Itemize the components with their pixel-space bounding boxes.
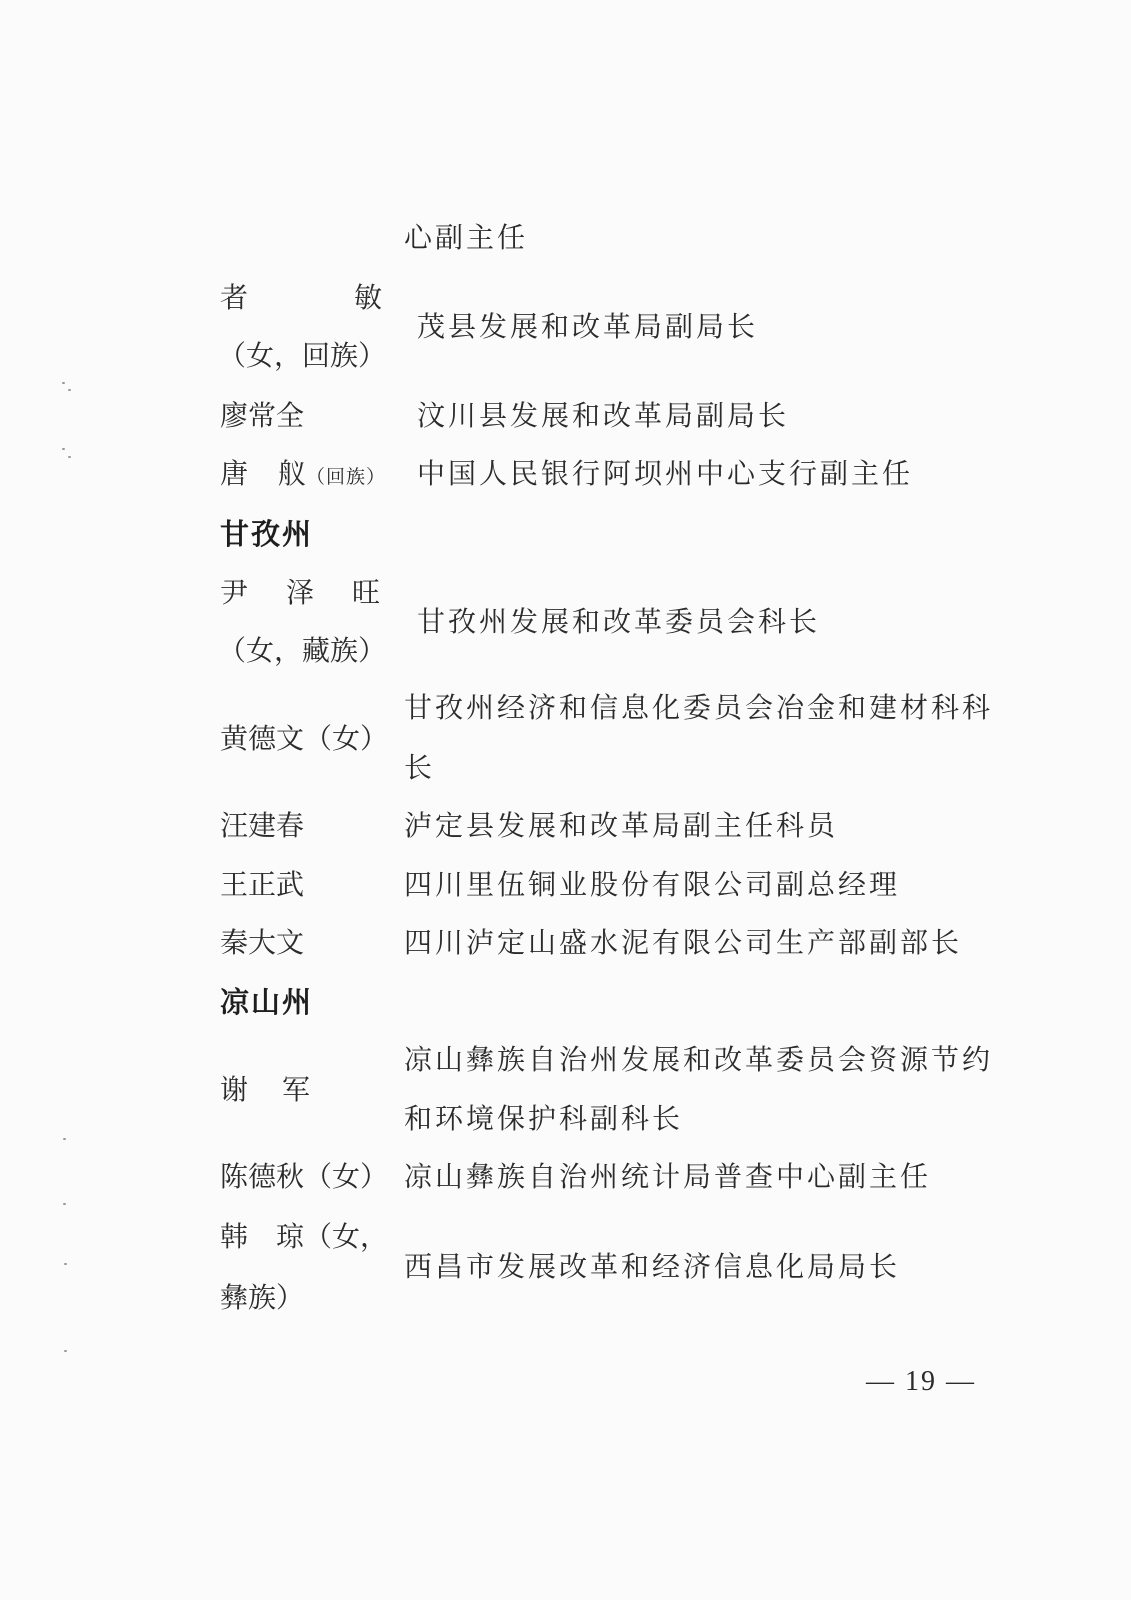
person-title: 四川泸定山盛水泥有限公司生产部副部长 [404, 926, 963, 959]
person-note: （女，藏族） [218, 634, 387, 667]
person-name: 谢 军 [220, 1073, 311, 1106]
person-name: 汪建春 [220, 809, 305, 842]
person-name: 黄德文（女） [220, 722, 389, 755]
person-name: 秦大文 [220, 926, 305, 959]
person-title: 四川里伍铜业股份有限公司副总经理 [404, 868, 901, 901]
person-note: （回族） [306, 466, 387, 488]
person-title: 甘孜州发展和改革委员会科长 [417, 605, 821, 638]
scan-speck [62, 382, 65, 384]
person-name: 王正武 [220, 868, 305, 901]
person-title-line: 和环境保护科副科长 [404, 1102, 684, 1135]
region-heading: 凉山州 [220, 985, 314, 1019]
continuation-text: 心副主任 [404, 221, 529, 254]
person-name: 者 敏 [220, 281, 382, 314]
person-title: 西昌市发展改革和经济信息化局局长 [404, 1250, 901, 1283]
person-name-line: 韩 琼（女， [220, 1220, 389, 1253]
scan-speck [68, 389, 71, 391]
scan-speck [63, 1138, 66, 1140]
person-name: 陈德秋（女） [220, 1160, 389, 1193]
person-name-line: 彝族） [220, 1281, 305, 1314]
page-number: — 19 — [866, 1366, 976, 1397]
person-title: 汶川县发展和改革局副局长 [417, 399, 790, 432]
person-title-line: 凉山彝族自治州发展和改革委员会资源节约 [404, 1043, 994, 1076]
scan-speck [68, 456, 71, 458]
person-title-line: 长 [404, 751, 436, 784]
person-title: 中国人民银行阿坝州中心支行副主任 [417, 457, 914, 490]
scan-speck [63, 1203, 66, 1205]
person-name: 唐 舣（回族） [220, 457, 387, 490]
scan-speck [64, 1263, 67, 1265]
person-name: 尹 泽 旺 [220, 576, 380, 609]
person-title: 凉山彝族自治州统计局普查中心副主任 [404, 1160, 932, 1193]
scan-speck [64, 1350, 67, 1352]
person-title: 泸定县发展和改革局副主任科员 [404, 809, 839, 842]
scan-speck [62, 448, 65, 450]
person-title-line: 甘孜州经济和信息化委员会冶金和建材科科 [404, 691, 994, 724]
region-heading: 甘孜州 [220, 517, 314, 551]
person-note: （女，回族） [218, 339, 387, 372]
person-title: 茂县发展和改革局副局长 [417, 310, 759, 343]
person-name: 廖常全 [220, 399, 305, 432]
